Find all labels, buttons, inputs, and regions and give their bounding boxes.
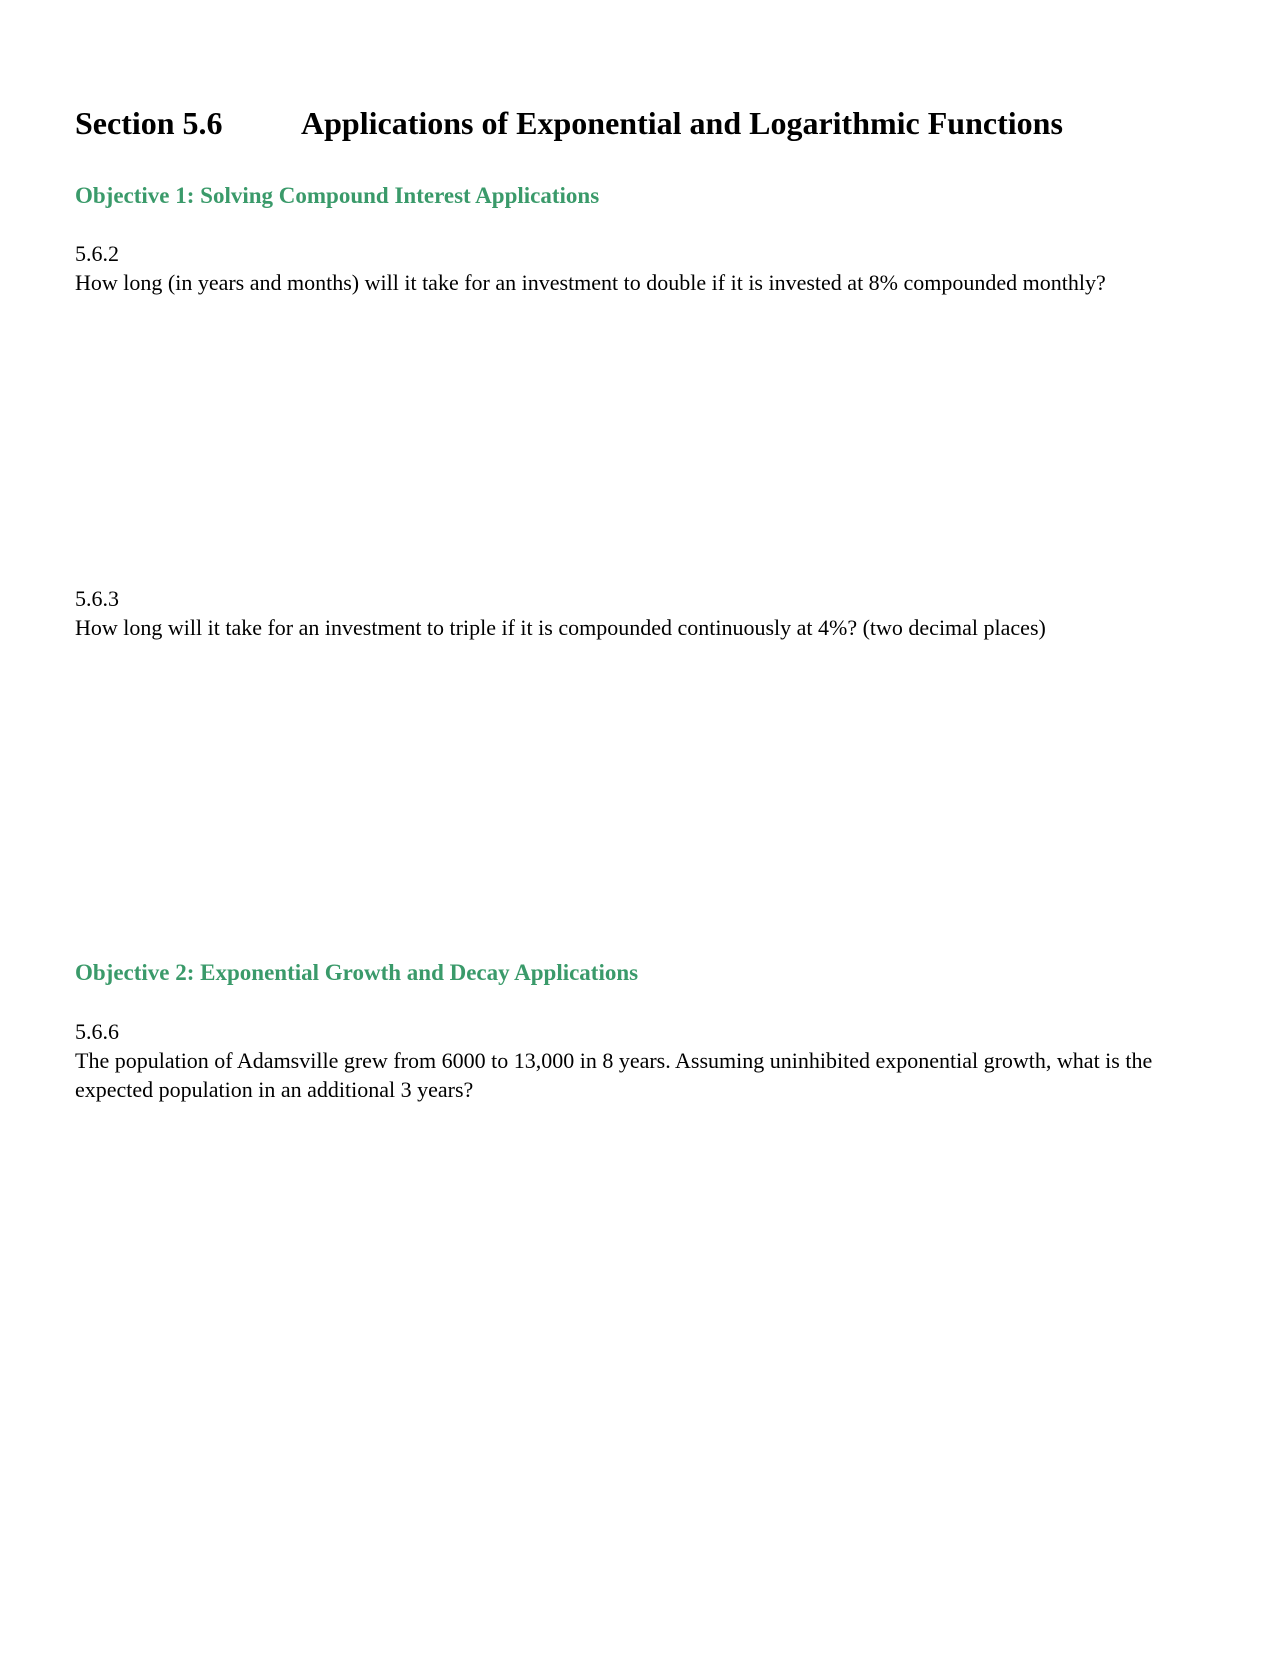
problem-number: 5.6.2 xyxy=(75,241,119,266)
objective-2-heading: Objective 2: Exponential Growth and Decay Applications xyxy=(75,960,639,985)
objective-1-heading: Objective 1: Solving Compound Interest Applications xyxy=(75,183,600,208)
problem-text: How long will it take for an investment to triple if it is compounded continuously at 4%? (two decimal places) xyxy=(75,615,1046,640)
problem-text: The population of Adamsville grew from 6000 to 13,000 in 8 years. Assuming uninhibited exponential growth, what is the expected population in an additional 3 years? xyxy=(75,1048,1153,1102)
problem-text: How long (in years and months) will it take for an investment to double if it is invested at 8% compounded monthly? xyxy=(75,270,1106,295)
section-title-text: Applications of Exponential and Logarithmic Functions xyxy=(301,105,1063,141)
problem-number: 5.6.6 xyxy=(75,1019,119,1044)
problem-number: 5.6.3 xyxy=(75,586,119,611)
page-title xyxy=(75,103,1063,143)
section-number: Section 5.6 xyxy=(75,105,223,141)
